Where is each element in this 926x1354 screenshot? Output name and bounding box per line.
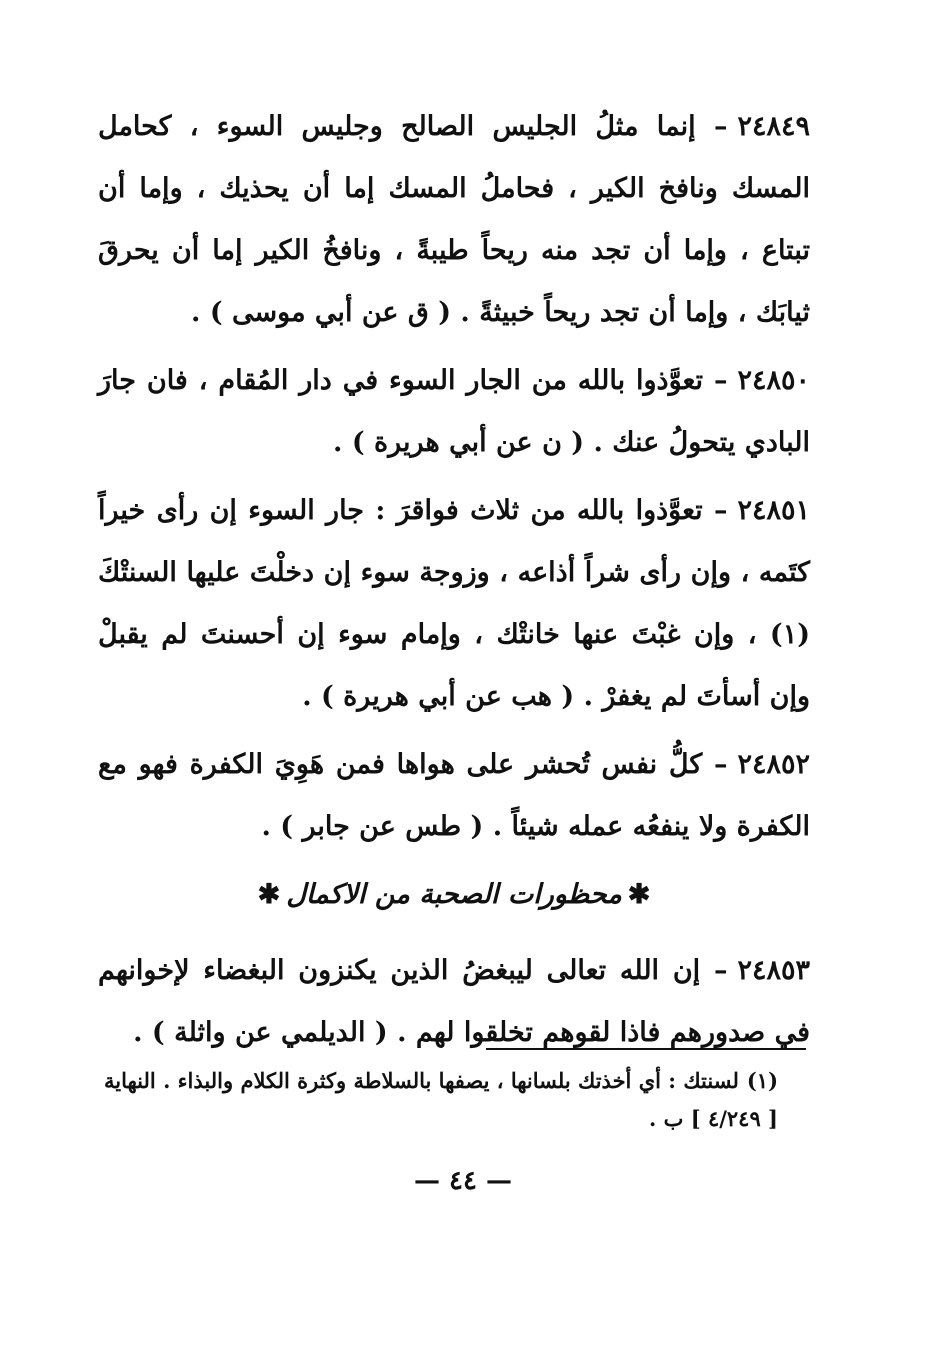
hadith-number: ٢٤٨٥٣: [737, 955, 810, 986]
hadith-entry: [98, 940, 810, 1064]
footnote-text: لسنتك : أي أخذتك بلسانها ، يصفها بالسلاطة وكثرة الكلام والبذاء . النهاية [ ٤/٢٤٩ ] ب .: [104, 1068, 778, 1131]
hadith-text: – إن الله تعالى ليبغضُ الذين يكنزون البغضاء لإخوانهم في صدورهم فاذا لقوهم تخلقوا لهم . ( الديلمي عن واثلة ) .: [98, 955, 810, 1048]
page-body: [98, 96, 810, 1070]
section-heading: [98, 864, 810, 926]
hadith-text: – تعوَّذوا بالله من الجار السوء في دار المُقام ، فان جارَ البادي يتحولُ عنك . ( ن عن أبي هريرة ) .: [98, 365, 810, 458]
hadith-number: ٢٤٨٥٠: [737, 365, 810, 396]
star-icon: ✱: [257, 879, 281, 910]
hadith-text: – تعوَّذوا بالله من ثلاث فواقرَ : جار السوء إن رأى خيراً كتَمه ، وإن رأى شراً أذاعه ، وزوجة سوء إن دخلْتَ عليها السنتْكَ (١) ، وإن غبْتَ عنها خانتْك ، وإمام سوء إن أحسنتَ لم يقبلْ وإن أسأتَ لم يغفرْ . ( هب عن أبي هريرة ) .: [98, 495, 810, 712]
hadith-entry: [98, 96, 810, 344]
hadith-number: ٢٤٨٥٢: [737, 749, 810, 780]
hadith-text: – كلُّ نفس تُحشر على هواها فمن هَوِيَ الكفرة فهو مع الكفرة ولا ينفعُه عمله شيئاً . ( طس عن جابر ) .: [98, 749, 810, 842]
hadith-entry: [98, 350, 810, 474]
page-number: — ٤٤ —: [413, 1166, 513, 1196]
hadith-number: ٢٤٨٥١: [737, 495, 810, 526]
hadith-text: – إنما مثلُ الجليس الصالح وجليس السوء ، كحامل المسك ونافخ الكير ، فحاملُ المسك إما أن يحذيك ، وإما أن تبتاع ، وإما أن تجد منه ريحاً طيبةً ، ونافخُ الكير إما أن يحرقَ ثيابَك ، وإما أن تجد ريحاً خبيثةً . ( ق عن أبي موسى ) .: [98, 111, 810, 328]
footnote: [98, 1062, 778, 1138]
hadith-number: ٢٤٨٤٩: [737, 111, 810, 142]
section-heading-text: محظورات الصحبة من الاكمال: [286, 879, 622, 910]
hadith-entry: [98, 734, 810, 858]
hadith-entry: [98, 480, 810, 728]
footnote-divider: [486, 1048, 806, 1050]
footnote-mark: (١): [746, 1068, 778, 1093]
star-icon: ✱: [627, 879, 651, 910]
